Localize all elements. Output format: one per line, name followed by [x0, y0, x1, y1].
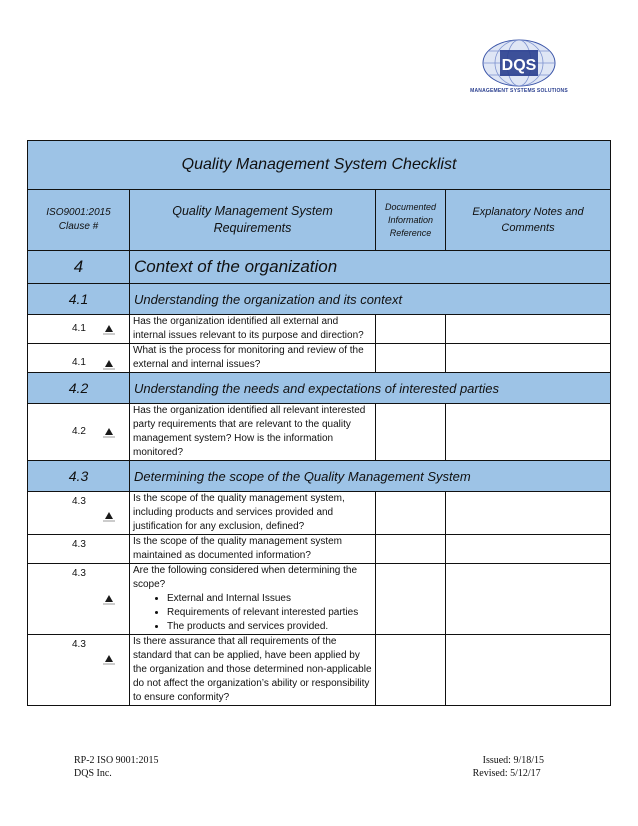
- documented-info-cell[interactable]: [376, 564, 446, 635]
- table-row: [28, 635, 611, 706]
- requirement-text: Is there assurance that all requirements of the standard that can be applied, have been applied by the organization and those determined non-applicable do not affect the organization’s ability or responsibility to ensure conformity?: [130, 635, 376, 706]
- clause-cell: [28, 404, 130, 461]
- documented-info-cell[interactable]: [376, 344, 446, 373]
- table-row: [28, 344, 611, 373]
- table-row: [28, 564, 611, 635]
- warning-triangle-icon: [102, 358, 116, 370]
- issued-date: Issued: 9/18/15: [482, 755, 544, 766]
- clause-number: 4.1: [72, 323, 86, 334]
- table-row: [28, 404, 611, 461]
- clause-cell: [28, 635, 130, 706]
- bullet-list: [133, 592, 372, 634]
- section-row: [28, 251, 611, 284]
- warning-triangle-icon: [102, 593, 116, 605]
- subsection-number: 4.2: [28, 373, 130, 404]
- requirement-text: Is the scope of the quality management system maintained as documented information?: [130, 535, 376, 564]
- documented-info-cell[interactable]: [376, 635, 446, 706]
- notes-cell[interactable]: [446, 315, 611, 344]
- footer-left: [74, 754, 158, 780]
- notes-cell[interactable]: [446, 492, 611, 535]
- clause-number: 4.3: [72, 496, 86, 507]
- clause-number: 4.3: [72, 639, 86, 650]
- table-row: [28, 492, 611, 535]
- header-row: [28, 190, 611, 251]
- globe-logo-icon: [470, 38, 568, 88]
- title-row: [28, 141, 611, 190]
- clause-number: 4.3: [72, 568, 86, 579]
- header-requirements: Quality Management System Requirements: [130, 190, 376, 251]
- header-documented: Documented Information Reference: [376, 190, 446, 251]
- notes-cell[interactable]: [446, 635, 611, 706]
- warning-triangle-icon: [102, 323, 116, 335]
- logo-tagline: MANAGEMENT SYSTEMS SOLUTIONS: [470, 88, 568, 94]
- table-row: [28, 315, 611, 344]
- company-name: DQS Inc.: [74, 768, 112, 779]
- subsection-row: [28, 373, 611, 404]
- clause-cell: [28, 492, 130, 535]
- warning-triangle-icon: [102, 510, 116, 522]
- requirement-text: Has the organization identified all external and internal issues relevant to its purpose and direction?: [130, 315, 376, 344]
- subsection-title: Understanding the needs and expectations of interested parties: [130, 373, 611, 404]
- documented-info-cell[interactable]: [376, 535, 446, 564]
- section-number: 4: [28, 251, 130, 284]
- header-notes: Explanatory Notes and Comments: [446, 190, 611, 251]
- clause-number: 4.1: [72, 357, 86, 368]
- documented-info-cell[interactable]: [376, 404, 446, 461]
- list-item: • The products and services provided.: [167, 620, 372, 634]
- dqs-logo: [470, 38, 568, 96]
- notes-cell[interactable]: [446, 344, 611, 373]
- requirement-text: Is the scope of the quality management system, including products and services provided and justification for any exclusion, defined?: [130, 492, 376, 535]
- clause-number: 4.2: [72, 426, 86, 437]
- subsection-title: Determining the scope of the Quality Management System: [130, 461, 611, 492]
- clause-cell: [28, 535, 130, 564]
- warning-triangle-icon: [102, 653, 116, 665]
- section-title: Context of the organization: [130, 251, 611, 284]
- warning-triangle-icon: [102, 426, 116, 438]
- subsection-row: [28, 284, 611, 315]
- revised-date: Revised: 5/12/17: [472, 768, 541, 779]
- clause-cell: [28, 344, 130, 373]
- documented-info-cell[interactable]: [376, 492, 446, 535]
- checklist-title: Quality Management System Checklist: [28, 141, 611, 190]
- document-id: RP-2 ISO 9001:2015: [74, 755, 159, 766]
- subsection-title: Understanding the organization and its context: [130, 284, 611, 315]
- header-clause: ISO9001:2015 Clause #: [28, 190, 130, 251]
- list-item: • External and Internal Issues: [167, 592, 372, 606]
- notes-cell[interactable]: [446, 564, 611, 635]
- list-item: • Requirements of relevant interested parties: [167, 606, 372, 620]
- documented-info-cell[interactable]: [376, 315, 446, 344]
- subsection-row: [28, 461, 611, 492]
- notes-cell[interactable]: [446, 404, 611, 461]
- requirement-text: Are the following considered when determining the scope?: [133, 565, 358, 590]
- svg-text:DQS: DQS: [501, 57, 537, 74]
- clause-number: 4.3: [72, 539, 86, 550]
- clause-cell: [28, 315, 130, 344]
- subsection-number: 4.3: [28, 461, 130, 492]
- requirement-text: Has the organization identified all relevant interested party requirements that are relevant to the quality management system? How is the information monitored?: [130, 404, 376, 461]
- notes-cell[interactable]: [446, 535, 611, 564]
- requirement-text: What is the process for monitoring and review of the external and internal issues?: [130, 344, 376, 373]
- clause-cell: [28, 564, 130, 635]
- footer-right: [473, 754, 544, 780]
- qms-checklist-table: [27, 140, 611, 706]
- table-row: [28, 535, 611, 564]
- requirement-cell: [130, 564, 376, 635]
- subsection-number: 4.1: [28, 284, 130, 315]
